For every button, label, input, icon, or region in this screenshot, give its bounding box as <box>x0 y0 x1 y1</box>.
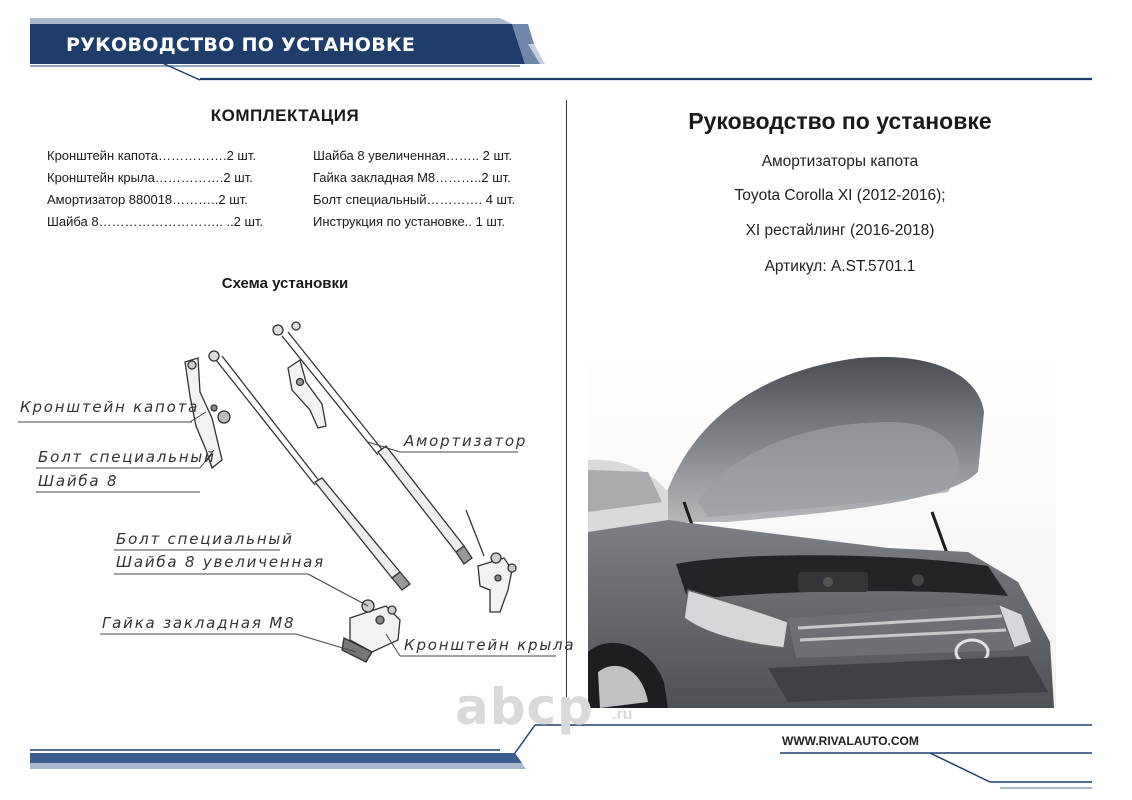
product-line-2: Toyota Corolla XI (2012-2016); <box>734 187 946 204</box>
kit-list-right <box>313 145 515 233</box>
label-fender-bracket: Кронштейн крыла <box>404 636 576 654</box>
product-line-1: Амортизаторы капота <box>761 153 919 170</box>
label-shock: Амортизатор <box>404 432 528 450</box>
hood-bracket-right-icon <box>288 360 326 428</box>
label-washer-large: Шайба 8 увеличенная <box>116 553 325 571</box>
kit-item: Гайка закладная М8………..2 шт. <box>313 170 511 185</box>
kit-item: Амортизатор 880018………..2 шт. <box>47 192 248 207</box>
product-title: Руководство по установке <box>688 108 992 134</box>
kit-list-left <box>47 145 263 233</box>
car-photo <box>588 352 1056 708</box>
kit-item: Шайба 8……………………….. ..2 шт. <box>47 214 264 229</box>
watermark-suffix: .ru <box>612 706 633 723</box>
label-hood-bracket: Кронштейн капота <box>20 398 200 416</box>
product-line-3: XI рестайлинг (2016-2018) <box>745 222 935 239</box>
label-bolt-2: Болт специальный <box>116 530 294 548</box>
banner-title: РУКОВОДСТВО ПО УСТАНОВКЕ <box>66 34 416 56</box>
product-article: Артикул: A.ST.5701.1 <box>764 258 916 275</box>
label-nut: Гайка закладная М8 <box>102 614 296 632</box>
label-washer: Шайба 8 <box>38 472 119 490</box>
column-divider <box>566 100 567 710</box>
kit-item: Инструкция по установке.. 1 шт. <box>313 214 505 229</box>
kit-item: Кронштейн крыла…………….2 шт. <box>47 170 253 185</box>
watermark-logo: abcp <box>455 678 594 736</box>
kit-item: Шайба 8 увеличенная…….. 2 шт. <box>313 148 513 163</box>
fender-bracket-right-icon <box>466 510 516 612</box>
website-link[interactable]: WWW.RIVALAUTO.COM <box>782 734 919 748</box>
kit-item: Кронштейн капота…………….2 шт. <box>47 148 256 163</box>
kit-title: КОМПЛЕКТАЦИЯ <box>210 106 360 125</box>
kit-item: Болт специальный…………. 4 шт. <box>313 192 516 207</box>
scheme-title: Схема установки <box>221 275 349 292</box>
fender-bracket-left-icon <box>342 600 400 662</box>
label-bolt: Болт специальный <box>38 448 216 466</box>
